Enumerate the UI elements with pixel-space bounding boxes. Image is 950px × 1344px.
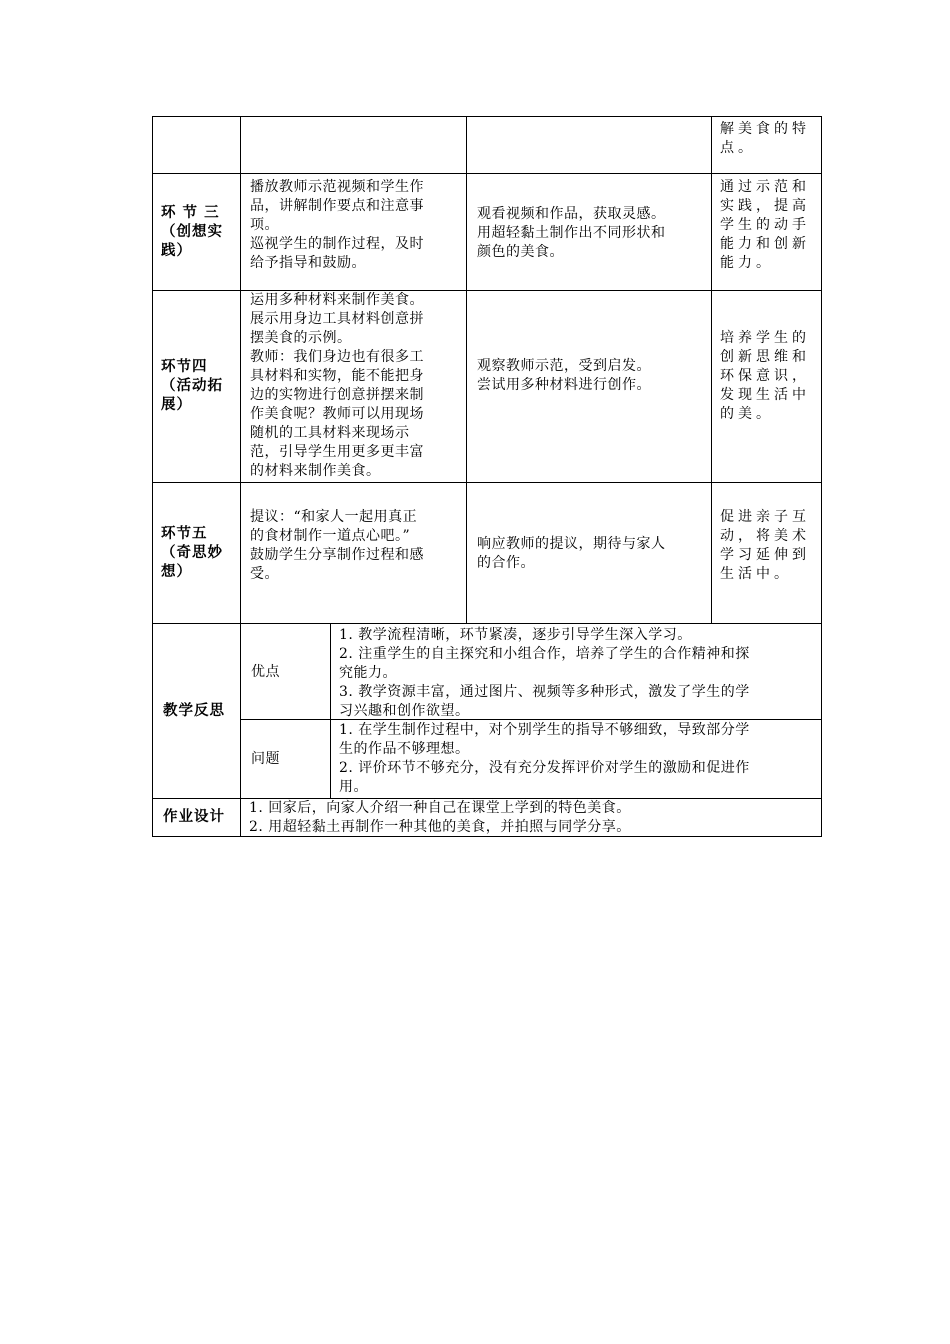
teacher-line: 展示用身边工具材料创意拼 — [250, 311, 424, 327]
section-label: 践） — [161, 242, 192, 259]
student-line: 尝试用多种材料进行创作。 — [477, 377, 651, 393]
row0-student-cell — [466, 116, 712, 173]
student-line: 观察教师示范，受到启发。 — [477, 358, 651, 374]
strengths-label-cell — [240, 623, 331, 720]
row3-label-cell — [152, 482, 241, 623]
student-line: 的合作。 — [477, 555, 535, 571]
row3-student-cell — [466, 482, 712, 623]
goal-line: 发现生活中 — [720, 387, 810, 403]
goal-line: 解美食的特 — [720, 121, 810, 137]
teacher-line: 的食材制作一道点心吧。” — [250, 528, 411, 544]
section-label: 环节五 — [161, 525, 208, 542]
problem-line: 1. 在学生制作过程中，对个别学生的指导不够细致，导致部分学 — [339, 722, 750, 738]
homework-cell — [240, 798, 822, 837]
teacher-line: 的材料来制作美食。 — [250, 463, 381, 479]
row1-teacher-cell — [240, 173, 467, 290]
row2-label-cell — [152, 290, 241, 482]
homework-item: 2. 用超轻黏土再制作一种其他的美食，并拍照与同学分享。 — [249, 819, 631, 835]
row3-teacher-cell — [240, 482, 467, 623]
row1-goal-cell — [711, 173, 822, 290]
goal-line: 能力和创新 — [720, 236, 810, 252]
row1-label-cell — [152, 173, 241, 290]
teacher-line: 边的实物进行创意拼摆来制 — [250, 387, 424, 403]
student-line: 响应教师的提议，期待与家人 — [477, 536, 666, 552]
section-label: （创想实 — [161, 223, 223, 240]
goal-line: 学习延伸到 — [720, 547, 810, 563]
row2-student-cell — [466, 290, 712, 482]
problem-line: 2. 评价环节不够充分，没有充分发挥评价对学生的激励和促进作 — [339, 760, 750, 776]
teacher-line: 播放教师示范视频和学生作 — [250, 179, 424, 195]
strengths-label: 优点 — [251, 663, 280, 680]
section-label: 想） — [161, 563, 192, 580]
goal-line: 促进亲子互 — [720, 509, 810, 525]
teacher-line: 范，引导学生用更多更丰富 — [250, 444, 424, 460]
strength-line: 3. 教学资源丰富，通过图片、视频等多种形式，激发了学生的学 — [339, 684, 750, 700]
student-line: 颜色的美食。 — [477, 244, 564, 260]
section-label: 展） — [161, 397, 192, 413]
student-line: 用超轻黏土制作出不同形状和 — [477, 225, 666, 241]
goal-line: 的美。 — [720, 406, 774, 422]
strength-line: 究能力。 — [339, 665, 397, 681]
goal-line: 点。 — [720, 140, 756, 156]
teacher-line: 具材料和实物，能不能把身 — [250, 368, 424, 384]
section-label: 环 节 三 — [161, 204, 220, 221]
section-label: （奇思妙 — [161, 544, 223, 561]
homework-title: 作业设计 — [163, 809, 225, 825]
teacher-line: 给予指导和鼓励。 — [250, 255, 366, 271]
problem-line: 生的作品不够理想。 — [339, 741, 470, 757]
reflection-title: 教学反思 — [163, 702, 225, 719]
strengths-cell — [330, 623, 822, 720]
teacher-line: 教师：我们身边也有很多工 — [250, 349, 424, 365]
section-label: 环节四 — [161, 359, 208, 375]
goal-line: 环保意识， — [720, 368, 810, 384]
strength-line: 习兴趣和创作欲望。 — [339, 703, 470, 719]
teacher-line: 鼓励学生分享制作过程和感 — [250, 547, 424, 563]
row1-student-cell — [466, 173, 712, 290]
teacher-line: 随机的工具材料来现场示 — [250, 425, 410, 441]
problems-cell — [330, 719, 822, 798]
strength-line: 1. 教学流程清晰，环节紧凑，逐步引导学生深入学习。 — [339, 627, 692, 643]
teacher-line: 作美食呢？教师可以用现场 — [250, 406, 424, 422]
teacher-line: 提议：“和家人一起用真正 — [250, 509, 418, 525]
strength-line: 2. 注重学生的自主探究和小组合作，培养了学生的合作精神和探 — [339, 646, 750, 662]
problem-line: 用。 — [339, 779, 368, 795]
problems-label: 问题 — [251, 750, 280, 767]
row0-label-cell — [152, 116, 241, 173]
row0-goal-cell — [711, 116, 822, 173]
row0-teacher-cell — [240, 116, 467, 173]
reflection-title-cell — [152, 623, 241, 798]
student-line: 观看视频和作品，获取灵感。 — [477, 206, 666, 222]
teacher-line: 受。 — [250, 566, 279, 582]
teacher-line: 项。 — [250, 217, 279, 233]
teacher-line: 运用多种材料来制作美食。 — [250, 292, 424, 308]
row2-goal-cell — [711, 290, 822, 482]
goal-line: 动，将美术 — [720, 528, 810, 544]
teacher-line: 品，讲解制作要点和注意事 — [250, 198, 424, 214]
teacher-line: 摆美食的示例。 — [250, 330, 352, 346]
goal-line: 创新思维和 — [720, 349, 810, 365]
goal-line: 通过示范和 — [720, 179, 810, 195]
section-label: （活动拓 — [161, 378, 223, 394]
goal-line: 学生的动手 — [720, 217, 810, 233]
goal-line: 实践，提高 — [720, 198, 810, 214]
row3-goal-cell — [711, 482, 822, 623]
homework-title-cell — [152, 798, 241, 837]
goal-line: 培养学生的 — [720, 330, 810, 346]
problems-label-cell — [240, 719, 331, 798]
homework-item: 1. 回家后，向家人介绍一种自己在课堂上学到的特色美食。 — [249, 800, 631, 816]
goal-line: 生活中。 — [720, 566, 792, 582]
teacher-line: 巡视学生的制作过程，及时 — [250, 236, 424, 252]
row2-teacher-cell — [240, 290, 467, 482]
goal-line: 能力。 — [720, 255, 774, 271]
